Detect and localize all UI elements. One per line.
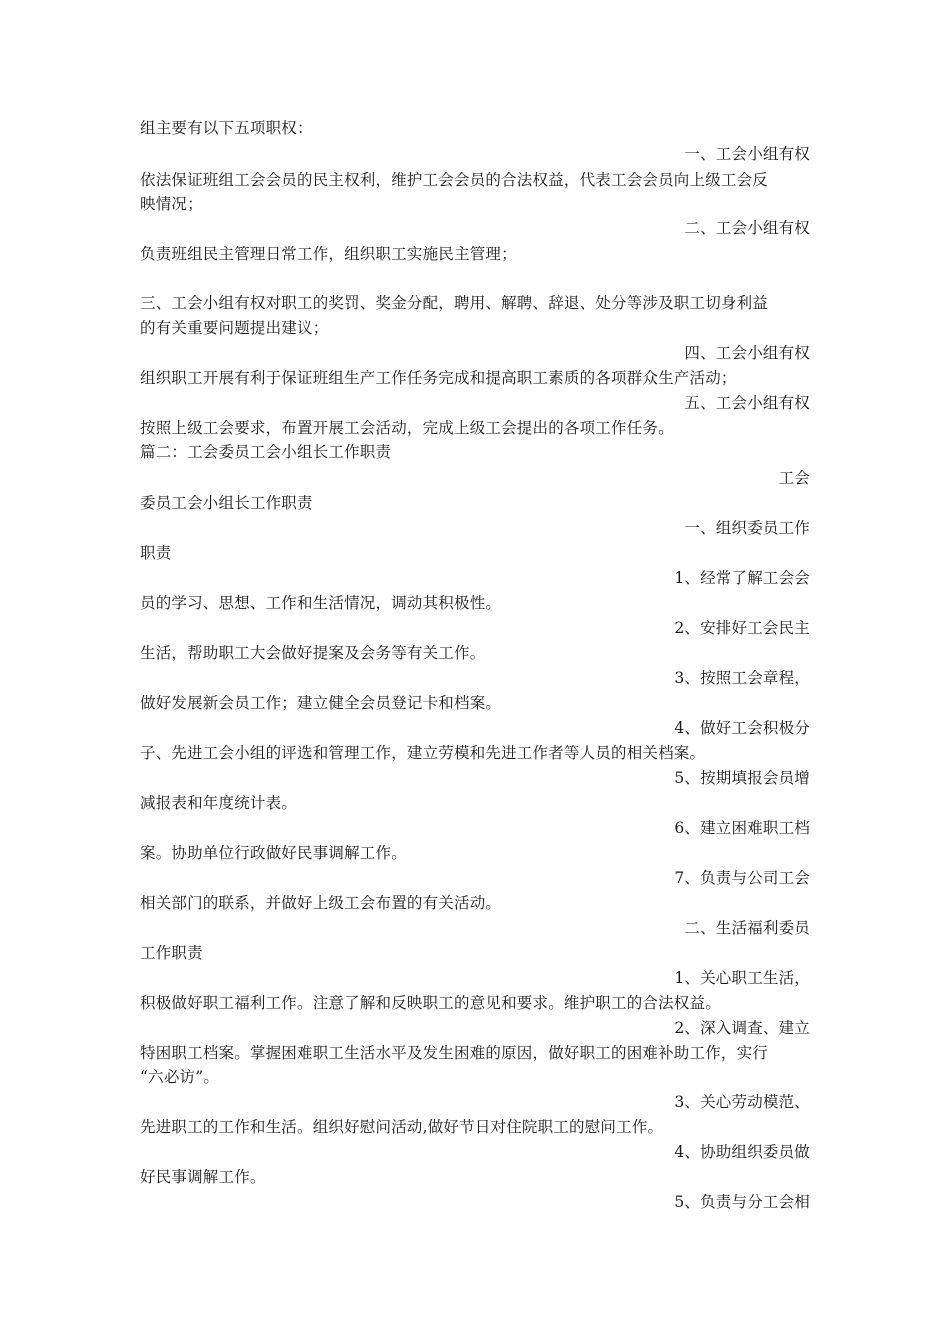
text-line: 二、生活福利委员 bbox=[684, 919, 810, 937]
text-line: 5、负责与分工会相 bbox=[674, 1193, 810, 1211]
text-line: 做好发展新会员工作；建立健全会员登记卡和档案。 bbox=[140, 694, 502, 712]
text-line: 四、工会小组有权 bbox=[684, 344, 810, 362]
text-line: 相关部门的联系，并做好上级工会布置的有关活动。 bbox=[140, 894, 502, 912]
text-line: 组织职工开展有利于保证班组生产工作任务完成和提高职工素质的各项群众生产活动； bbox=[140, 369, 737, 387]
text-line: 3、按照工会章程， bbox=[674, 669, 810, 687]
text-line: 的有关重要问题提出建议； bbox=[140, 319, 329, 337]
text-line: 7、负责与公司工会 bbox=[674, 869, 810, 887]
text-line: 3、关心劳动模范、 bbox=[674, 1093, 810, 1111]
text-line: 好民事调解工作。 bbox=[140, 1168, 266, 1186]
text-line: 1、关心职工生活， bbox=[674, 969, 810, 987]
text-line: 一、工会小组有权 bbox=[684, 145, 810, 163]
text-line: 三、工会小组有权对职工的奖罚、奖金分配，聘用、解聘、辞退、处分等涉及职工切身利益 bbox=[140, 294, 769, 312]
text-line: 特困职工档案。掌握困难职工生活水平及发生困难的原因，做好职工的困难补助工作，实行 bbox=[140, 1044, 769, 1062]
section-heading: 篇二：工会委员工会小组长工作职责 bbox=[140, 443, 392, 461]
text-line: 工会 bbox=[778, 469, 810, 487]
text-line: 依法保证班组工会会员的民主权利，维护工会会员的合法权益，代表工会会员向上级工会反 bbox=[140, 171, 769, 189]
text-line: 五、工会小组有权 bbox=[684, 394, 810, 412]
text-line: 4、协助组织委员做 bbox=[674, 1143, 810, 1161]
text-line: “六必访”。 bbox=[140, 1068, 220, 1086]
text-line: 积极做好职工福利工作。注意了解和反映职工的意见和要求。维护职工的合法权益。 bbox=[140, 994, 721, 1012]
text-line: 工作职责 bbox=[140, 944, 203, 962]
text-line: 映情况； bbox=[140, 195, 203, 213]
text-line: 生活，帮助职工大会做好提案及会务等有关工作。 bbox=[140, 644, 486, 662]
text-line: 减报表和年度统计表。 bbox=[140, 794, 298, 812]
text-line: 案。协助单位行政做好民事调解工作。 bbox=[140, 844, 407, 862]
text-line: 2、安排好工会民主 bbox=[674, 619, 810, 637]
text-line: 2、深入调查、建立 bbox=[674, 1019, 810, 1037]
text-line: 二、工会小组有权 bbox=[684, 219, 810, 237]
text-line: 1、经常了解工会会 bbox=[674, 569, 810, 587]
text-line: 员的学习、思想、工作和生活情况，调动其积极性。 bbox=[140, 594, 502, 612]
text-line: 职责 bbox=[140, 544, 172, 562]
text-line: 先进职工的工作和生活。组织好慰问活动,做好节日对住院职工的慰问工作。 bbox=[140, 1118, 664, 1136]
text-line: 组主要有以下五项职权： bbox=[140, 119, 313, 137]
text-line: 子、先进工会小组的评选和管理工作，建立劳模和先进工作者等人员的相关档案。 bbox=[140, 744, 706, 762]
text-line: 4、做好工会积极分 bbox=[674, 719, 810, 737]
text-line: 6、建立困难职工档 bbox=[674, 819, 810, 837]
text-line: 按照上级工会要求，布置开展工会活动，完成上级工会提出的各项工作任务。 bbox=[140, 419, 674, 437]
text-line: 5、按期填报会员增 bbox=[674, 769, 810, 787]
text-line: 负责班组民主管理日常工作，组织职工实施民主管理； bbox=[140, 245, 517, 263]
text-line: 一、组织委员工作 bbox=[684, 519, 810, 537]
text-line: 委员工会小组长工作职责 bbox=[140, 494, 313, 512]
